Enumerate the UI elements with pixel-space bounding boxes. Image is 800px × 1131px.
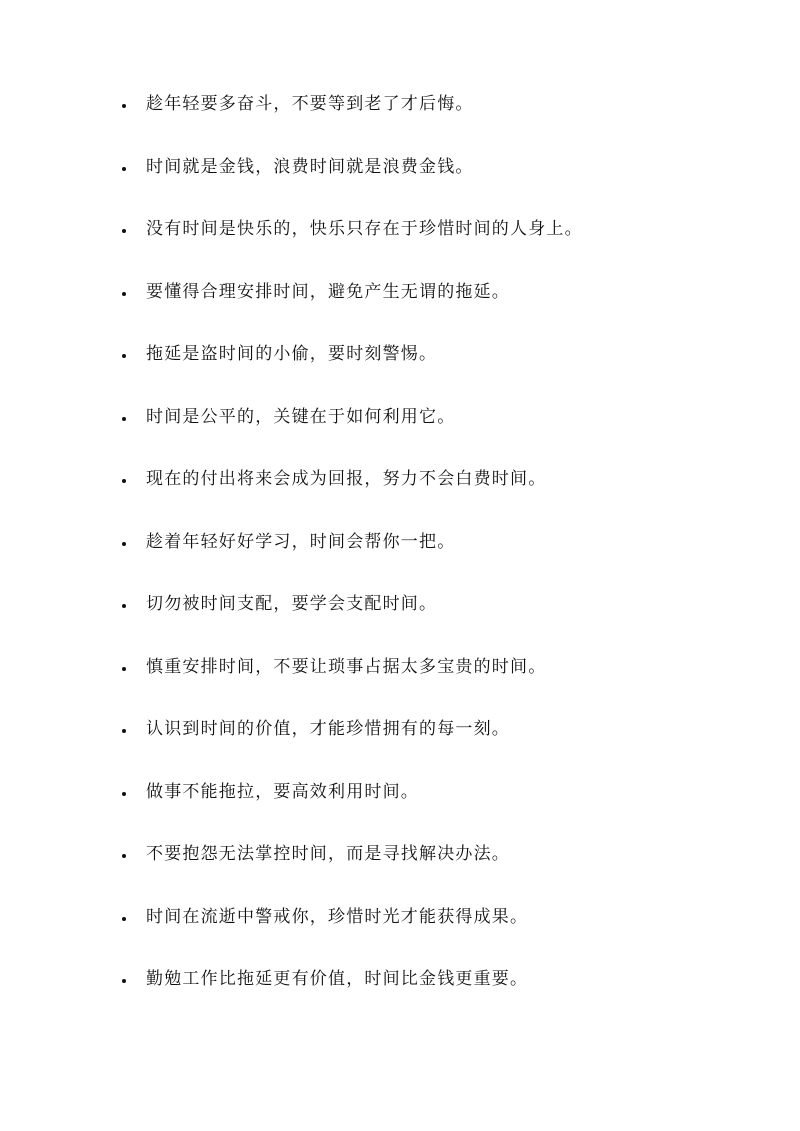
list-item-text: 勤勉工作比拖延更有价值，时间比金钱更重要。 <box>146 969 529 989</box>
bullet-icon <box>122 167 126 171</box>
list-item <box>122 280 762 343</box>
bullet-icon <box>122 104 126 108</box>
list-item-text: 时间就是金钱，浪费时间就是浪费金钱。 <box>146 156 474 177</box>
list-item-text: 趁着年轻好好学习，时间会帮你一把。 <box>146 531 456 552</box>
list-item <box>122 655 762 718</box>
list-item-text: 慎重安排时间，不要让琐事占据太多宝贵的时间。 <box>146 656 547 677</box>
list-item <box>122 530 762 593</box>
bullet-icon <box>122 292 126 296</box>
list-item-text: 不要抱怨无法掌控时间，而是寻找解决办法。 <box>146 844 510 864</box>
list-item <box>122 155 762 218</box>
bullet-icon <box>122 729 126 733</box>
bullet-icon <box>122 479 126 483</box>
bullet-icon <box>122 854 126 858</box>
list-item-text: 没有时间是快乐的，快乐只存在于珍惜时间的人身上。 <box>146 219 583 239</box>
list-item-text: 拖延是盗时间的小偷，要时刻警惕。 <box>146 344 438 364</box>
list-item <box>122 217 762 280</box>
list-item <box>122 92 762 155</box>
bullet-icon <box>122 979 126 983</box>
bullet-icon <box>122 917 126 921</box>
bullet-icon <box>122 542 126 546</box>
list-item-text: 时间是公平的，关键在于如何利用它。 <box>146 406 456 427</box>
list-item <box>122 592 762 655</box>
list-item <box>122 342 762 405</box>
list-item-text: 切勿被时间支配，要学会支配时间。 <box>146 594 438 614</box>
list-item <box>122 905 762 968</box>
bullet-icon <box>122 417 126 421</box>
bullet-icon <box>122 667 126 671</box>
list-item-text: 趁年轻要多奋斗，不要等到老了才后悔。 <box>146 94 474 114</box>
bullet-icon <box>122 229 126 233</box>
list-item-text: 要懂得合理安排时间，避免产生无谓的拖延。 <box>146 281 510 302</box>
bullet-icon <box>122 354 126 358</box>
bullet-list <box>122 92 762 1030</box>
list-item-text: 做事不能拖拉，要高效利用时间。 <box>146 781 419 802</box>
list-item <box>122 717 762 780</box>
list-item-text: 现在的付出将来会成为回报，努力不会白费时间。 <box>146 469 547 489</box>
list-item <box>122 405 762 468</box>
list-item <box>122 842 762 905</box>
list-item-text: 认识到时间的价值，才能珍惜拥有的每一刻。 <box>146 719 510 739</box>
list-item <box>122 967 762 1030</box>
bullet-icon <box>122 792 126 796</box>
list-item-text: 时间在流逝中警戒你，珍惜时光才能获得成果。 <box>146 906 529 927</box>
list-item <box>122 467 762 530</box>
list-item <box>122 780 762 843</box>
bullet-icon <box>122 604 126 608</box>
